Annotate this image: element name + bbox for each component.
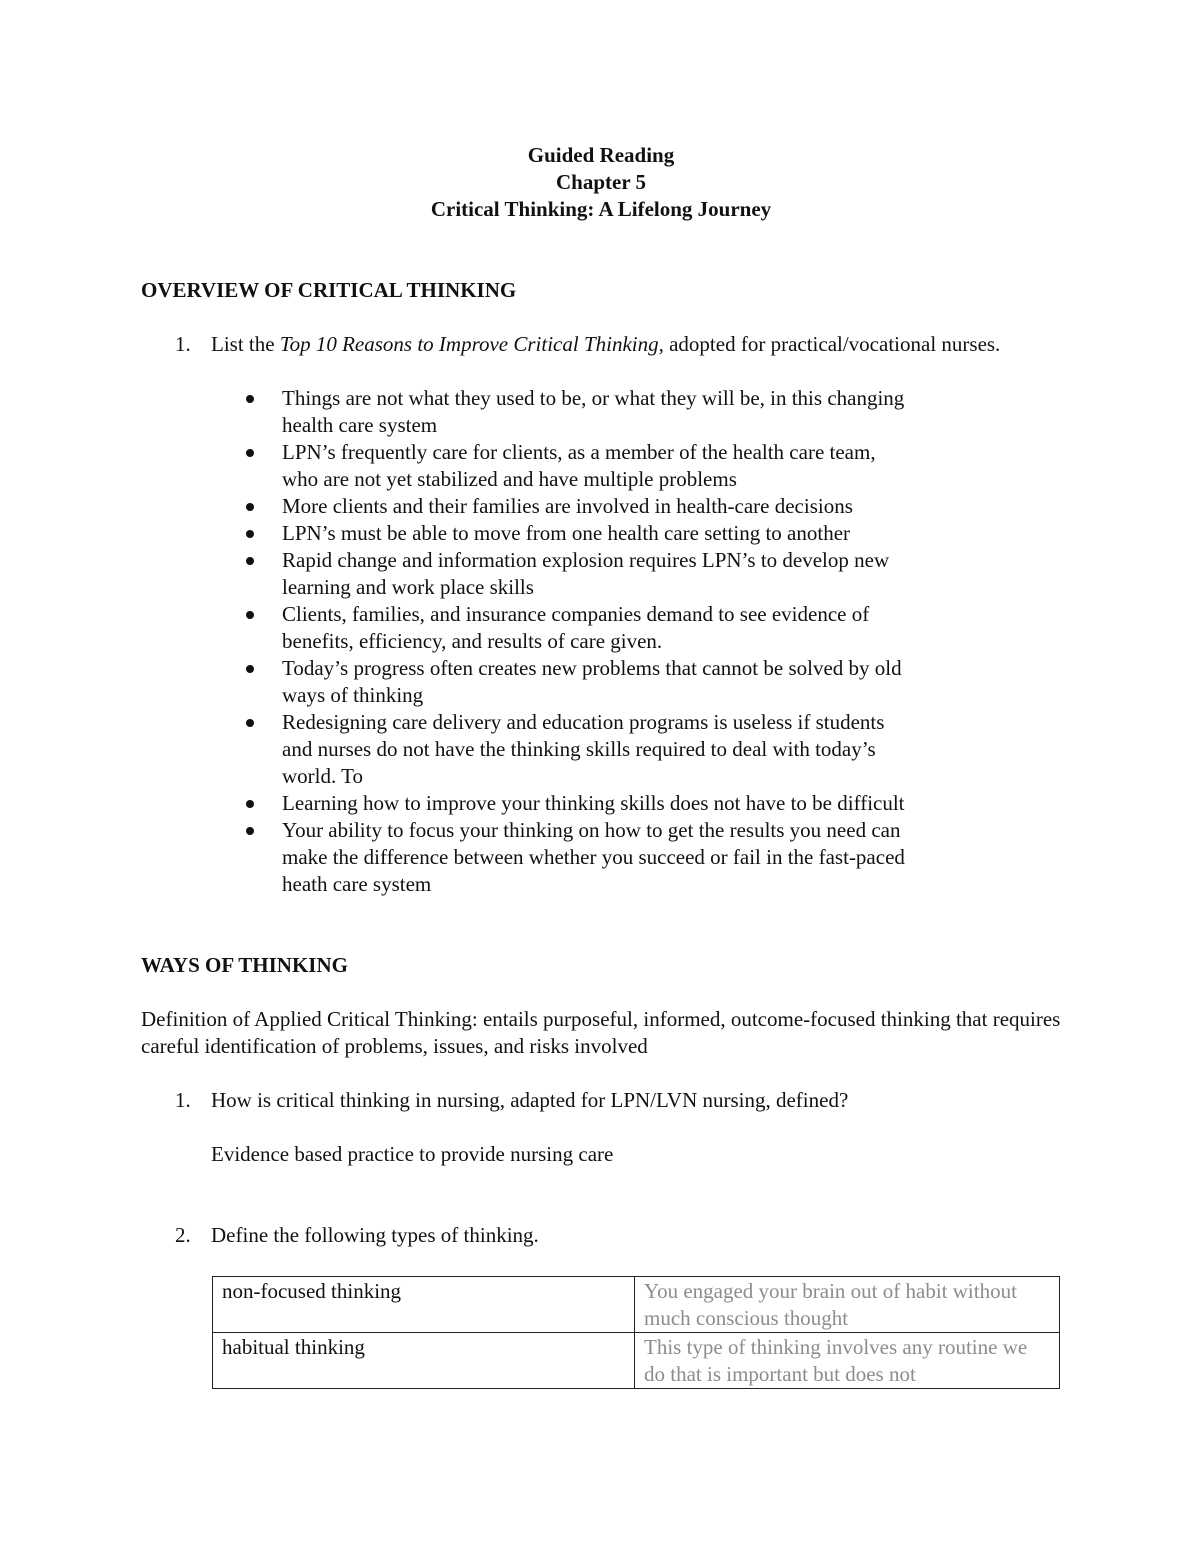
list-item <box>141 547 912 601</box>
list-item <box>141 709 912 790</box>
table-row <box>213 1333 1060 1389</box>
thinking-types-table <box>212 1276 1060 1389</box>
ways-answer-1: Evidence based practice to provide nursing care <box>211 1142 614 1166</box>
bullet-icon <box>246 800 254 808</box>
chapter-label: Chapter 5 <box>555 170 647 194</box>
list-item-text: Clients, families, and insurance companies demand to see evidence of benefits, efficiency, and results of care given. <box>282 602 870 653</box>
question-number: 2. <box>175 1223 191 1247</box>
ways-question-2 <box>141 1222 1061 1249</box>
bullet-icon <box>246 665 254 673</box>
bullet-icon <box>246 530 254 538</box>
title-block <box>141 142 1061 223</box>
table-row <box>213 1277 1060 1333</box>
question-number: 1. <box>175 1088 191 1112</box>
list-item <box>141 790 912 817</box>
table-cell-term: habitual thinking <box>213 1333 635 1389</box>
bullet-icon <box>246 449 254 457</box>
chapter-subtitle: Critical Thinking: A Lifelong Journey <box>430 197 772 221</box>
ways-question-1 <box>141 1087 1061 1114</box>
overview-heading: OVERVIEW OF CRITICAL THINKING <box>141 278 517 302</box>
document-title: Guided Reading <box>527 143 675 167</box>
table-cell-definition: This type of thinking involves any routine we do that is important but does not <box>635 1333 1060 1389</box>
list-item <box>141 493 912 520</box>
list-item-text: Redesigning care delivery and education programs is useless if students and nurses do not have the thinking skills required to deal with today’s world. To <box>282 710 885 788</box>
list-item <box>141 520 912 547</box>
bullet-icon <box>246 611 254 619</box>
bullet-icon <box>246 719 254 727</box>
list-item-text: LPN’s must be able to move from one health care setting to another <box>282 521 851 545</box>
table-cell-term: non-focused thinking <box>213 1277 635 1333</box>
list-item <box>141 817 912 898</box>
ways-heading: WAYS OF THINKING <box>141 953 348 977</box>
document-page <box>141 142 1061 1389</box>
list-item <box>141 655 912 709</box>
applied-critical-thinking-definition: Definition of Applied Critical Thinking: entails purposeful, informed, outcome-focused thinking that requires careful identification of problems, issues, and risks involved <box>141 1007 1061 1058</box>
bullet-icon <box>246 557 254 565</box>
table-cell-definition: You engaged your brain out of habit without much conscious thought <box>635 1277 1060 1333</box>
question-italic-title: Top 10 Reasons to Improve Critical Thinking <box>279 332 659 356</box>
list-item <box>141 439 912 493</box>
list-item <box>141 601 912 655</box>
list-item-text: LPN’s frequently care for clients, as a member of the health care team, who are not yet stabilized and have multiple problems <box>282 440 876 491</box>
reasons-list <box>141 385 1061 898</box>
overview-question-1 <box>141 331 1041 358</box>
list-item-text: Learning how to improve your thinking skills does not have to be difficult <box>282 791 905 815</box>
bullet-icon <box>246 395 254 403</box>
list-item-text: Rapid change and information explosion requires LPN’s to develop new learning and work place skills <box>282 548 890 599</box>
question-suffix: , adopted for practical/vocational nurses. <box>658 332 1001 356</box>
bullet-icon <box>246 503 254 511</box>
question-prefix: List the <box>211 332 280 356</box>
list-item-text: Things are not what they used to be, or what they will be, in this changing health care system <box>282 386 905 437</box>
list-item-text: More clients and their families are involved in health-care decisions <box>282 494 853 518</box>
question-number: 1. <box>175 332 191 356</box>
question-text: How is critical thinking in nursing, adapted for LPN/LVN nursing, defined? <box>211 1088 849 1112</box>
question-text: Define the following types of thinking. <box>211 1223 539 1247</box>
list-item-text: Today’s progress often creates new problems that cannot be solved by old ways of thinking <box>282 656 902 707</box>
list-item-text: Your ability to focus your thinking on how to get the results you need can make the difference between whether you succeed or fail in the fast-paced heath care system <box>282 818 905 896</box>
list-item <box>141 385 912 439</box>
bullet-icon <box>246 827 254 835</box>
